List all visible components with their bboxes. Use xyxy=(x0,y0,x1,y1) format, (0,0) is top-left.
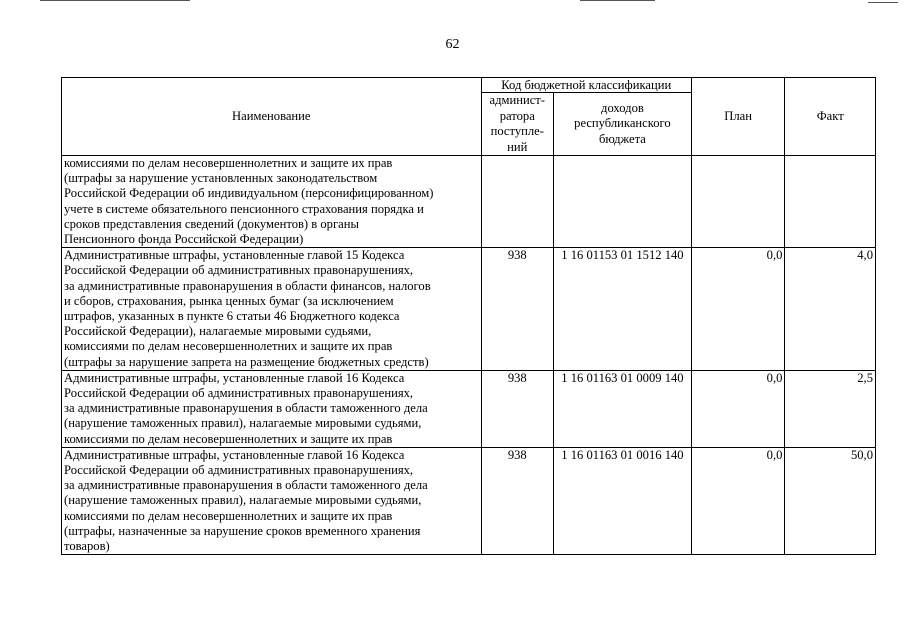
budget-revenue-table xyxy=(61,77,876,555)
row-name: Административные штрафы, установленные главой 16 Кодекса Российской Федерации об административных правонарушениях, за административные правонарушения в области таможенного дела (нарушение таможенных правил), налагаемые мировыми судьями, комиссиями по делам несовершеннолетних и защите их прав xyxy=(64,370,428,446)
row-fact xyxy=(785,156,876,248)
scan-artifact-left xyxy=(40,0,190,1)
row-admin-code: 938 xyxy=(481,248,553,371)
row-admin-code xyxy=(481,156,553,248)
row-income-code: 1 16 01163 01 0016 140 xyxy=(554,447,692,554)
row-fact: 50,0 xyxy=(785,447,876,554)
header-name: Наименование xyxy=(62,78,482,156)
header-admin-text: админист- ратора поступле- ний xyxy=(489,93,546,154)
table-row xyxy=(62,156,876,248)
scan-artifact-center xyxy=(580,0,655,1)
row-income-code xyxy=(554,156,692,248)
table-row xyxy=(62,370,876,447)
header-income-text: доходов республиканского бюджета xyxy=(574,100,671,146)
page-number: 62 xyxy=(445,37,460,52)
header-income xyxy=(554,93,692,156)
row-name-cell xyxy=(62,370,482,447)
row-name: Административные штрафы, установленные главой 16 Кодекса Российской Федерации об административных правонарушениях, за административные правонарушения в области таможенного дела (нарушение таможенных правил), налагаемые мировыми судьями, комиссиями по делам несовершеннолетних и защите их прав (штрафы, назначенные за нарушение сроков временного хранения товаров) xyxy=(64,447,428,554)
row-plan: 0,0 xyxy=(691,248,785,371)
row-admin-code: 938 xyxy=(481,370,553,447)
row-name-cell xyxy=(62,447,482,554)
row-plan: 0,0 xyxy=(691,447,785,554)
header-admin xyxy=(481,93,553,156)
row-name-cell xyxy=(62,156,482,248)
row-name-cell xyxy=(62,248,482,371)
row-name: комиссиями по делам несовершеннолетних и защите их прав (штрафы за нарушение установленных законодательством Российской Федерации об индивидуальном (персонифицированном) учете в системе обязательного пенсионного страхования порядка и сроков представления сведений (документов) в органы Пенсионного фонда Российской Федерации) xyxy=(64,156,434,247)
header-fact: Факт xyxy=(785,78,876,156)
header-plan: План xyxy=(691,78,785,156)
table-row xyxy=(62,248,876,371)
scan-artifact-right xyxy=(868,2,898,3)
row-income-code: 1 16 01163 01 0009 140 xyxy=(554,370,692,447)
table-row xyxy=(62,447,876,554)
header-code-group: Код бюджетной классификации xyxy=(481,78,691,93)
row-fact: 4,0 xyxy=(785,248,876,371)
row-income-code: 1 16 01153 01 1512 140 xyxy=(554,248,692,371)
row-admin-code: 938 xyxy=(481,447,553,554)
row-fact: 2,5 xyxy=(785,370,876,447)
row-name: Административные штрафы, установленные главой 15 Кодекса Российской Федерации об административных правонарушениях, за административные правонарушения в области финансов, налогов и сборов, страхования, рынка ценных бумаг (за исключением штрафов, указанных в пункте 6 статьи 46 Бюджетного кодекса Российской Федерации), налагаемые мировыми судьями, комиссиями по делам несовершеннолетних и защите их прав (штрафы за нарушение запрета на размещение бюджетных средств) xyxy=(64,248,431,369)
row-plan: 0,0 xyxy=(691,370,785,447)
row-plan xyxy=(691,156,785,248)
